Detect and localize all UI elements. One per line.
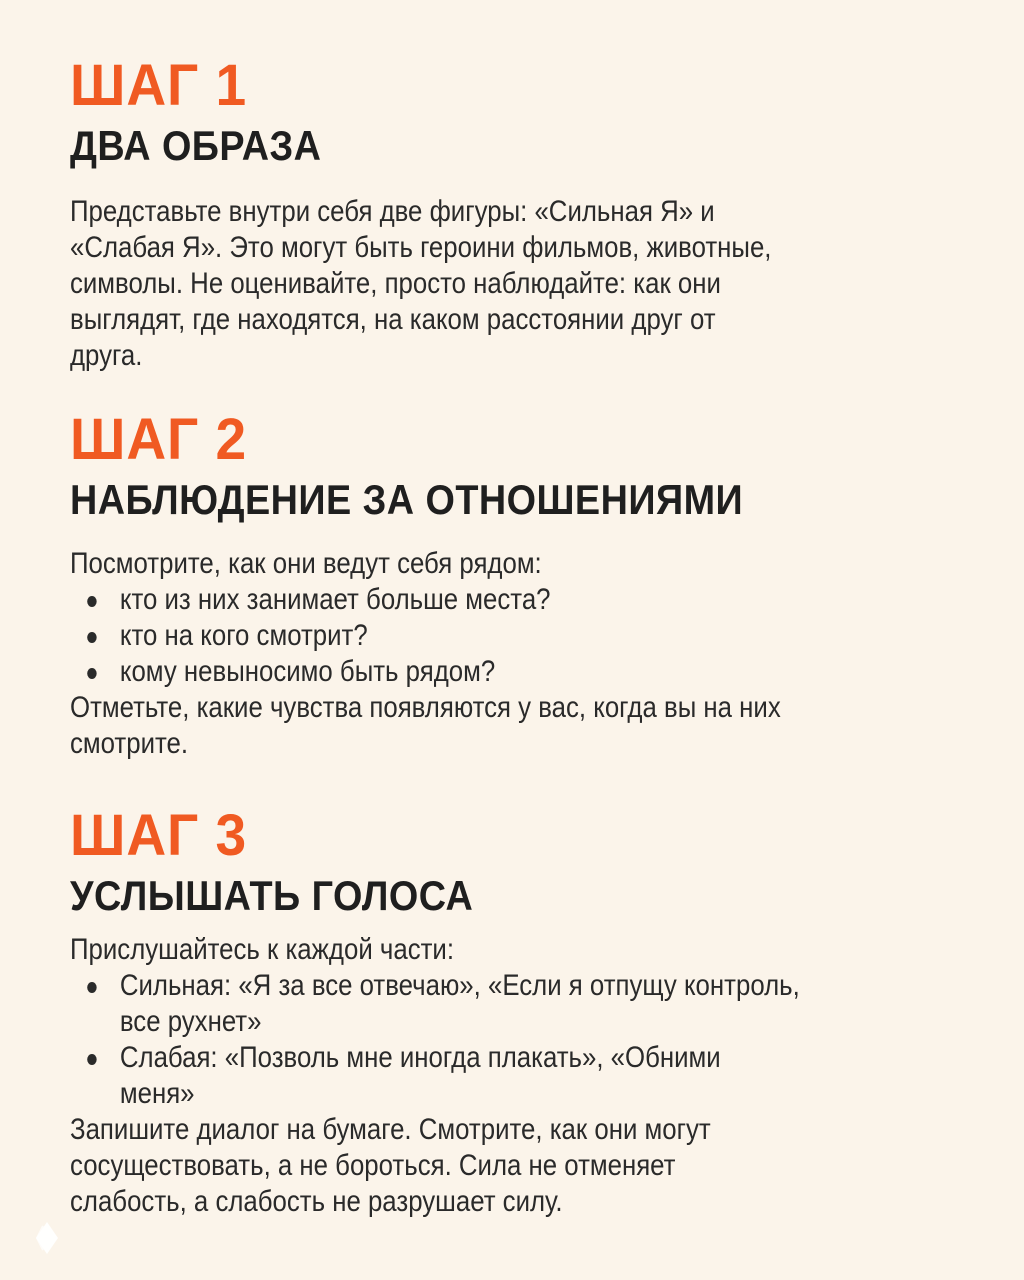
- step-title: УСЛЫШАТЬ ГОЛОСА: [70, 872, 474, 919]
- text-line: сосуществовать, а не бороться. Сила не отменяет: [70, 1149, 676, 1182]
- bullet-item: кто на кого смотрит?: [70, 618, 964, 654]
- text-line: смотрите.: [70, 727, 189, 760]
- step-title: НАБЛЮДЕНИЕ ЗА ОТНОШЕНИЯМИ: [70, 476, 744, 523]
- bullet-icon: [87, 1054, 96, 1065]
- diamond-logo-icon: [34, 1220, 60, 1256]
- text-line: друга.: [70, 339, 143, 372]
- text-line: выглядят, где находятся, на каком расстоянии друг от: [70, 303, 716, 336]
- intro-text: Посмотрите, как они ведут себя рядом:: [70, 547, 542, 580]
- bullet-icon: [87, 982, 96, 993]
- bullet-item: кто из них занимает больше места?: [70, 582, 964, 618]
- step-title: ДВА ОБРАЗА: [70, 122, 322, 169]
- bullet-item: кому невыносимо быть рядом?: [70, 654, 964, 690]
- step-description: [70, 546, 964, 762]
- step-1: [70, 53, 1024, 374]
- text-line: Представьте внутри себя две фигуры: «Сильная Я» и: [70, 195, 715, 228]
- step-label: ШАГ 2: [70, 407, 248, 472]
- text-line: Запишите диалог на бумаге. Смотрите, как они могут: [70, 1113, 711, 1146]
- step-2: [70, 407, 1024, 762]
- step-description: [70, 194, 964, 374]
- step-3: [70, 803, 1024, 1220]
- text-line: «Слабая Я». Это могут быть героини фильмов, животные,: [70, 231, 772, 264]
- text-line: слабость, а слабость не разрушает силу.: [70, 1185, 563, 1218]
- intro-text: Прислушайтесь к каждой части:: [70, 933, 454, 966]
- text-line: Отметьте, какие чувства появляются у вас, когда вы на них: [70, 691, 781, 724]
- bullet-continuation: меня»: [119, 1077, 195, 1110]
- text-line: символы. Не оценивайте, просто наблюдайте: как они: [70, 267, 721, 300]
- step-label: ШАГ 1: [70, 53, 248, 118]
- bullet-item: Слабая: «Позволь мне иногда плакать», «Обними: [70, 1040, 964, 1076]
- step-description: [70, 932, 964, 1220]
- step-label: ШАГ 3: [70, 803, 248, 868]
- bullet-item: Сильная: «Я за все отвечаю», «Если я отпущу контроль,: [70, 968, 964, 1004]
- bullet-icon: [87, 596, 96, 607]
- bullet-icon: [87, 668, 96, 679]
- bullet-icon: [87, 632, 96, 643]
- bullet-continuation: все рухнет»: [119, 1005, 262, 1038]
